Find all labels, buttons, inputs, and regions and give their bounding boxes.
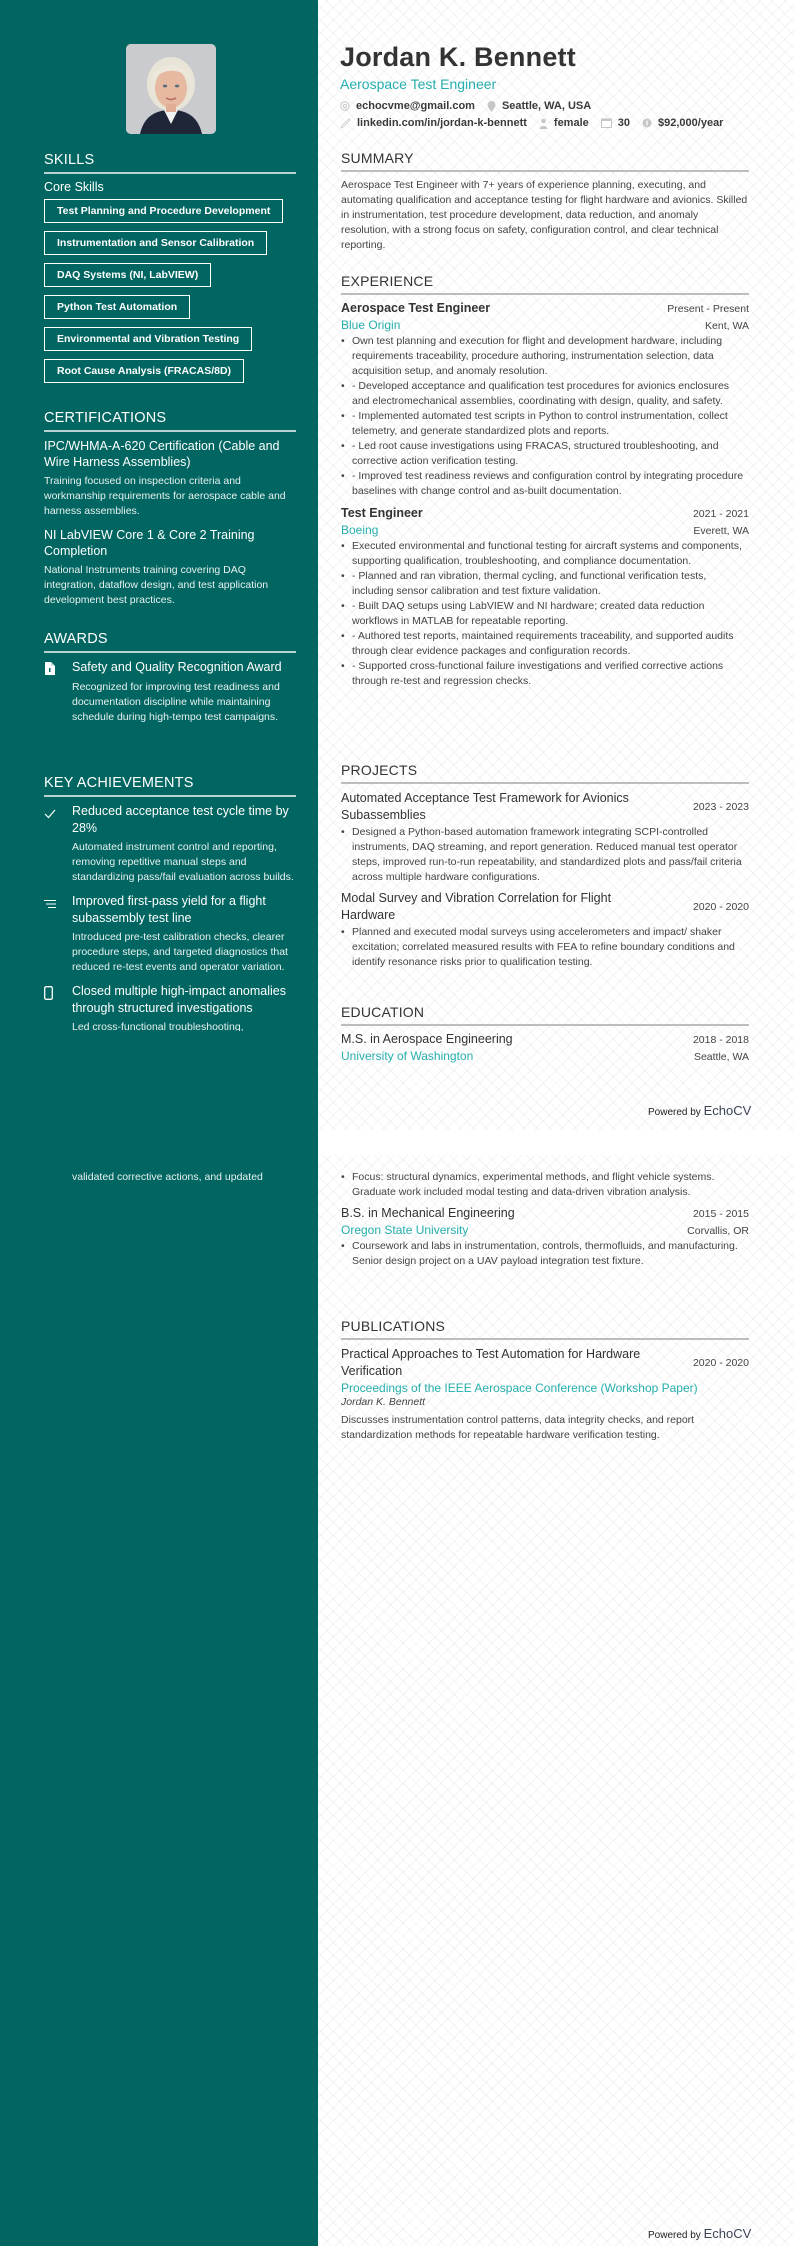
school-location: Corvallis, OR bbox=[687, 1225, 749, 1237]
project-bullet: • Designed a Python-based automation framework integrating SCPI-controlled instruments, DAQ streaming, and report generation. Reduced manual test operator steps, improved run-to-run repeatability, and standardized plots and pass/fail criteria across multiple hardware configurations. bbox=[341, 825, 749, 885]
certification-title: IPC/WHMA-A-620 Certification (Cable and Wire Harness Assemblies) bbox=[44, 439, 280, 469]
school-name: University of Washington bbox=[341, 1049, 474, 1063]
email-text: echocvme@gmail.com bbox=[356, 100, 475, 112]
company-name: Boeing bbox=[341, 523, 379, 537]
awards-section bbox=[44, 631, 296, 733]
job-bullet: • Executed environmental and functional testing for aircraft systems and components, supporting qualification, troubleshooting, and compliance documentation. bbox=[341, 539, 749, 569]
coin-icon bbox=[642, 118, 652, 128]
skills-section bbox=[44, 152, 296, 391]
skill-chip: Python Test Automation bbox=[44, 295, 190, 319]
experience-item bbox=[341, 506, 749, 689]
project-title: Automated Acceptance Test Framework for Avionics Subassemblies bbox=[341, 791, 629, 822]
contact-row-2 bbox=[340, 117, 735, 129]
location-text: Seattle, WA, USA bbox=[501, 100, 592, 112]
project-title: Modal Survey and Vibration Correlation for Flight Hardware bbox=[341, 891, 612, 922]
job-bullet: • - Supported cross-functional failure investigations and verified corrective actions through re-test and regression checks. bbox=[341, 659, 749, 689]
company-name: Blue Origin bbox=[341, 318, 401, 332]
powered-by-footer bbox=[648, 1103, 751, 1118]
summary-heading: SUMMARY bbox=[341, 150, 749, 172]
degree-title: M.S. in Aerospace Engineering bbox=[341, 1032, 513, 1046]
summary-section bbox=[341, 150, 749, 253]
gender-info bbox=[539, 117, 589, 129]
job-bullet: • - Authored test reports, maintained requirements traceability, and supported audits through clear evidence packages and configuration records. bbox=[341, 629, 749, 659]
powered-by-footer bbox=[648, 2226, 751, 2241]
age-info bbox=[601, 117, 630, 129]
mobile-icon bbox=[44, 983, 72, 1031]
publication-dates: 2020 - 2020 bbox=[692, 1356, 749, 1369]
education-heading: EDUCATION bbox=[341, 1004, 749, 1026]
job-bullet: • - Led root cause investigations using FRACAS, structured troubleshooting, and corrective action verification testing. bbox=[341, 439, 749, 469]
echocv-brand[interactable]: EchoCV bbox=[703, 2226, 752, 2241]
education-section bbox=[341, 1004, 749, 1063]
link-icon bbox=[340, 118, 351, 129]
degree-title: B.S. in Mechanical Engineering bbox=[341, 1206, 515, 1220]
achievement-description: Led cross-functional troubleshooting, bbox=[72, 1021, 244, 1031]
project-bullet: • Planned and executed modal surveys using accelerometers and impact/ shaker excitation; correlated measured results with FEA to refine boundary conditions and identify resonance risks prior to qualification testing. bbox=[341, 925, 749, 970]
job-title: Test Engineer bbox=[341, 506, 423, 520]
publication-title: Practical Approaches to Test Automation for Hardware Verification bbox=[341, 1347, 641, 1378]
award-title: Safety and Quality Recognition Award bbox=[72, 660, 282, 674]
project-dates: 2023 - 2023 bbox=[692, 800, 749, 813]
achievement-description: Introduced pre-test calibration checks, clearer procedure steps, and targeted diagnostics that reduced re-test events and operator variation. bbox=[72, 931, 288, 973]
skills-heading: SKILLS bbox=[44, 152, 296, 174]
publication-description: Discusses instrumentation control patterns, data integrity checks, and report standardization methods for repeatable hardware verification testing. bbox=[341, 1414, 695, 1441]
experience-item bbox=[341, 301, 749, 499]
achievement-item bbox=[44, 803, 296, 885]
document-icon bbox=[44, 659, 72, 725]
achievement-item bbox=[44, 983, 296, 1031]
job-dates: 2021 - 2021 bbox=[692, 508, 749, 520]
achievement-description-continued: validated corrective actions, and updated bbox=[72, 1171, 263, 1183]
job-bullet: • Own test planning and execution for flight and development hardware, including requirements traceability, procedure authoring, instrumentation selection, data acquisition setup, and anomaly resolution. bbox=[341, 334, 749, 379]
skill-chip: Environmental and Vibration Testing bbox=[44, 327, 252, 351]
person-icon bbox=[539, 118, 548, 129]
echocv-brand[interactable]: EchoCV bbox=[703, 1103, 752, 1118]
job-bullet: • - Improved test readiness reviews and configuration control by integrating procedure baselines with change control and as-built documentation. bbox=[341, 469, 749, 499]
skill-chip: Instrumentation and Sensor Calibration bbox=[44, 231, 267, 255]
location-contact bbox=[487, 100, 591, 112]
education-dates: 2015 - 2015 bbox=[692, 1208, 749, 1220]
job-location: Kent, WA bbox=[705, 320, 749, 332]
award-item bbox=[44, 659, 296, 725]
education-bullet: • Focus: structural dynamics, experimental methods, and flight vehicle systems. Graduate work included modal testing and data-driven vibration analysis. bbox=[341, 1170, 749, 1200]
certification-description: National Instruments training covering DAQ integration, dataflow design, and test application development best practices. bbox=[44, 564, 269, 606]
project-dates: 2020 - 2020 bbox=[692, 900, 749, 913]
job-title: Aerospace Test Engineer bbox=[341, 301, 491, 315]
age-text: 30 bbox=[617, 117, 631, 129]
award-description: Recognized for improving test readiness and documentation discipline while maintaining schedule during high-tempo test campaigns. bbox=[72, 680, 280, 723]
page-break bbox=[318, 1130, 794, 1155]
job-location: Everett, WA bbox=[693, 525, 749, 537]
education-bullet: • Coursework and labs in instrumentation, controls, thermofluids, and manufacturing. Senior design project on a UAV payload integration test fixture. bbox=[341, 1239, 749, 1269]
skill-chip: DAQ Systems (NI, LabVIEW) bbox=[44, 263, 211, 287]
school-location: Seattle, WA bbox=[693, 1051, 749, 1063]
summary-text: Aerospace Test Engineer with 7+ years of experience planning, executing, and automating qualification and acceptance testing for flight hardware and avionics. Skilled in instrumentation, test procedure development, data reduction, and anomaly resolution, with a strong focus on safety, configuration control, and clear technical reporting. bbox=[341, 179, 748, 251]
list-icon bbox=[44, 893, 72, 975]
achievement-title: Closed multiple high-impact anomalies through structured investigations bbox=[72, 984, 286, 1015]
job-dates: Present - Present bbox=[667, 303, 749, 315]
achievement-description: Automated instrument control and reporting, removing repetitive manual steps and standardizing pass/fail evaluation across builds. bbox=[72, 841, 294, 883]
achievement-title: Reduced acceptance test cycle time by 28% bbox=[72, 804, 289, 835]
achievement-title: Improved first-pass yield for a flight subassembly test line bbox=[72, 894, 266, 925]
job-bullet: • - Developed acceptance and qualification test procedures for avionics enclosures and electromechanical assemblies, coordinating with design, quality, and safety. bbox=[341, 379, 749, 409]
calendar-icon bbox=[601, 118, 612, 128]
powered-by-label: Powered by bbox=[648, 1107, 701, 1118]
powered-by-label: Powered by bbox=[648, 2230, 701, 2241]
certification-description: Training focused on inspection criteria and workmanship requirements for aerospace cable and harness assemblies. bbox=[44, 475, 286, 517]
project-item bbox=[341, 890, 749, 970]
job-bullet: • - Built DAQ setups using LabVIEW and NI hardware; created data reduction workflows in MATLAB for repeatable reporting. bbox=[341, 599, 749, 629]
email-contact[interactable] bbox=[340, 100, 475, 112]
checkmark-icon bbox=[44, 803, 72, 885]
salary-info bbox=[642, 117, 723, 129]
candidate-title: Aerospace Test Engineer bbox=[340, 76, 497, 92]
school-name: Oregon State University bbox=[341, 1223, 469, 1237]
experience-heading: EXPERIENCE bbox=[341, 273, 749, 295]
education-dates: 2018 - 2018 bbox=[692, 1034, 749, 1046]
core-skills-subheading: Core Skills bbox=[44, 180, 104, 194]
at-sign-icon bbox=[340, 101, 350, 111]
education-continued bbox=[341, 1168, 749, 1269]
contact-row-1 bbox=[340, 100, 603, 112]
skill-chip: Test Planning and Procedure Development bbox=[44, 199, 283, 223]
salary-text: $92,000/year bbox=[658, 117, 724, 129]
publication-venue: Proceedings of the IEEE Aerospace Conference (Workshop Paper) bbox=[341, 1381, 698, 1395]
achievements-section bbox=[44, 775, 296, 1039]
awards-heading: AWARDS bbox=[44, 631, 296, 653]
achievement-item bbox=[44, 893, 296, 975]
profile-photo bbox=[126, 44, 216, 134]
linkedin-text: linkedin.com/in/jordan-k-bennett bbox=[357, 117, 527, 129]
project-item bbox=[341, 790, 749, 885]
gender-text: female bbox=[553, 117, 589, 129]
certification-title: NI LabVIEW Core 1 & Core 2 Training Completion bbox=[44, 528, 255, 558]
sidebar bbox=[0, 0, 318, 2246]
experience-section bbox=[341, 273, 749, 689]
job-bullet: • - Implemented automated test scripts in Python to control instrumentation, collect telemetry, and generate standardized plots and reports. bbox=[341, 409, 749, 439]
publication-author: Jordan K. Bennett bbox=[341, 1396, 426, 1408]
candidate-name: Jordan K. Bennett bbox=[340, 42, 576, 72]
certifications-heading: CERTIFICATIONS bbox=[44, 410, 296, 432]
map-pin-icon bbox=[487, 101, 496, 112]
publications-section bbox=[341, 1318, 749, 1443]
achievements-heading: KEY ACHIEVEMENTS bbox=[44, 775, 296, 797]
linkedin-contact[interactable] bbox=[340, 117, 527, 129]
projects-heading: PROJECTS bbox=[341, 762, 749, 784]
job-bullet: • - Planned and ran vibration, thermal cycling, and functional verification tests, including sensor calibration and test fixture validation. bbox=[341, 569, 749, 599]
publications-heading: PUBLICATIONS bbox=[341, 1318, 749, 1340]
certifications-section bbox=[44, 410, 296, 616]
projects-section bbox=[341, 762, 749, 970]
skill-chip: Root Cause Analysis (FRACAS/8D) bbox=[44, 359, 244, 383]
